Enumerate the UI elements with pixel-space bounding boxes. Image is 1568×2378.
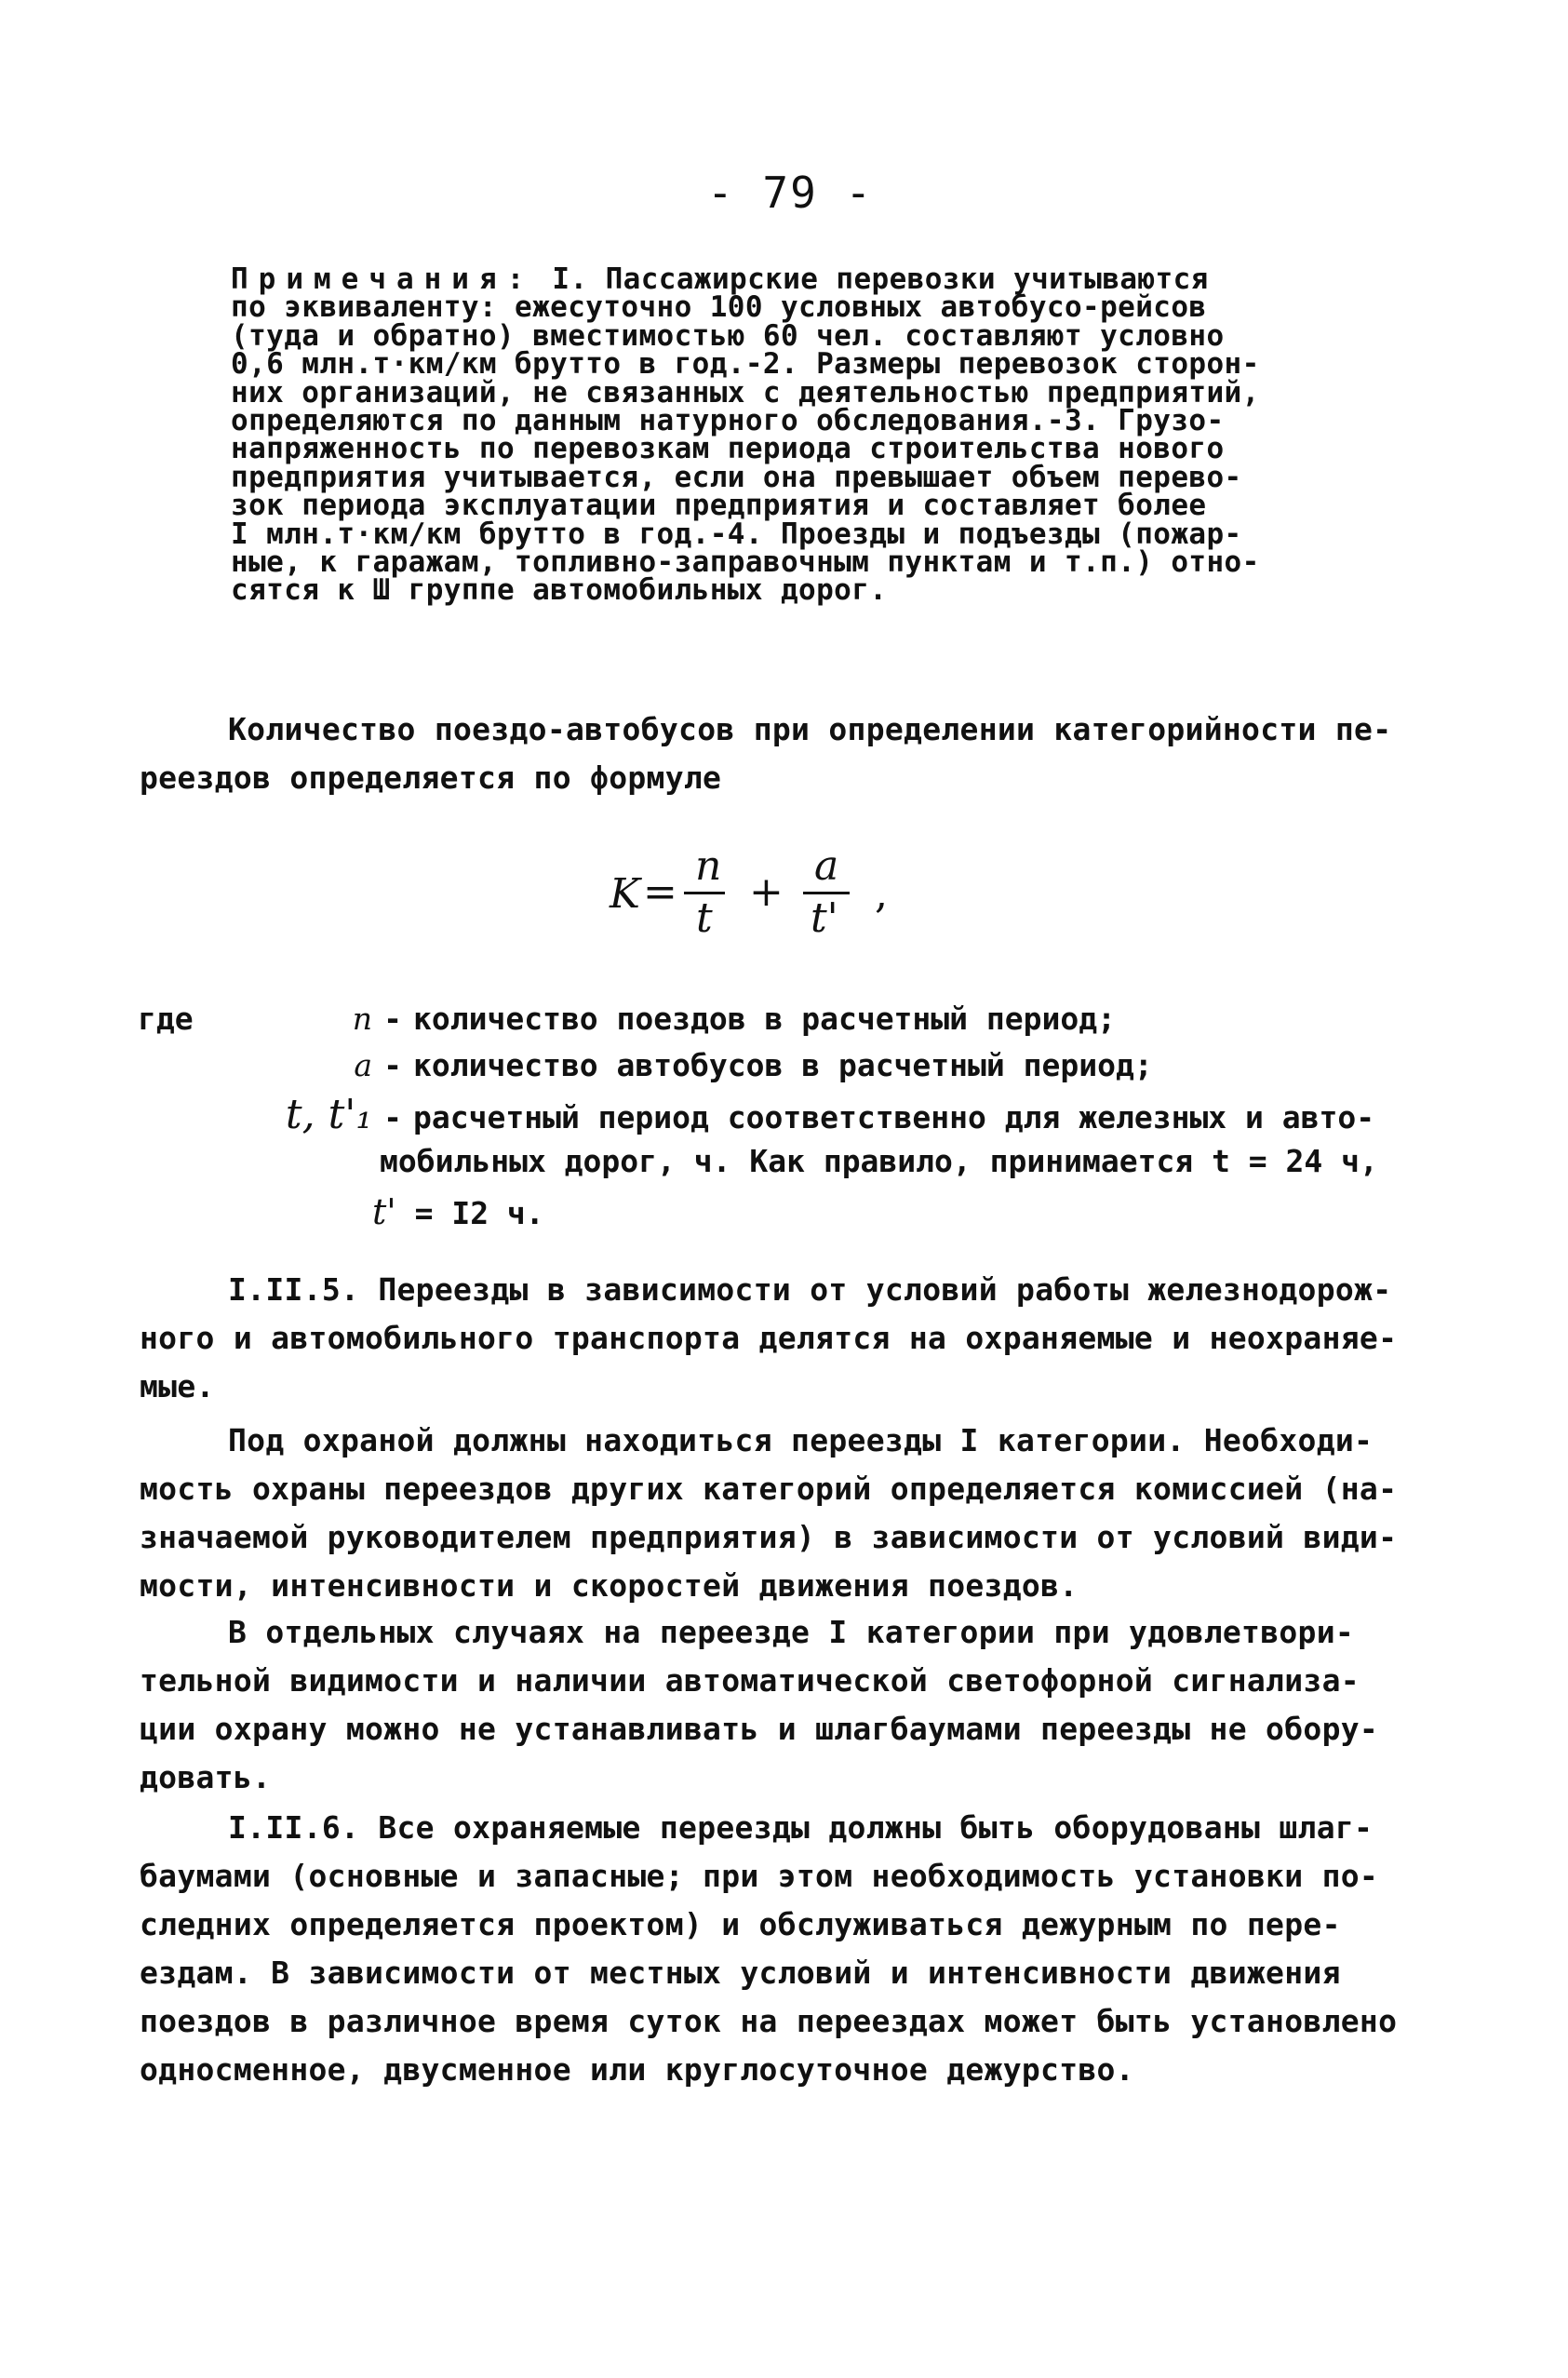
formula-plus: + <box>749 868 784 916</box>
legend-last-text: = I2 ч. <box>414 1195 544 1231</box>
note-line: них организаций, не связанных с деятельностью предприятий, <box>231 375 1260 410</box>
paragraph-line: В отдельных случаях на переезде I категории при удовлетвори- <box>228 1614 1355 1650</box>
note-line: І млн.т·км/км брутто в год.-4. Проезды и подъезды (пожар- <box>231 517 1242 551</box>
formula <box>610 842 945 954</box>
paragraph-line: довать. <box>140 1759 272 1795</box>
paragraph-line: I.II.5. Переезды в зависимости от условий работы железнодорож- <box>228 1271 1392 1308</box>
paragraph-line: баумами (основные и запасные; при этом необходимость установки по- <box>140 1858 1379 1894</box>
where-label: где <box>138 1001 194 1037</box>
note-line: по эквиваленту: ежесуточно 100 условных автобусо-рейсов <box>231 290 1207 325</box>
paragraph-line: Под охраной должны находиться переезды I категории. Необходи- <box>228 1422 1374 1458</box>
note-line: напряженность по перевозкам периода строительства нового <box>231 432 1225 466</box>
legend-symbol: n <box>352 1001 372 1037</box>
note-line: предприятия учитывается, если она превышает объем перево- <box>231 460 1242 494</box>
paragraph-line: реездов определяется по формуле <box>140 759 722 796</box>
legend-continuation-eq: t = 24 ч, <box>1212 1143 1378 1179</box>
paragraph-1-11-6 <box>140 1804 1475 2094</box>
note-text: І. Пассажирские перевозки учитываются <box>552 262 1209 296</box>
legend-last-symbol: t' <box>372 1191 396 1232</box>
paragraph-special-cases <box>140 1608 1475 1802</box>
legend-text: количество поездов в расчетный период; <box>413 1001 1116 1037</box>
legend-continuation-text: мобильных дорог, ч. Как правило, принимается <box>380 1143 1194 1179</box>
formula-numerator-a: a <box>814 842 839 890</box>
legend-dash: - <box>383 1099 402 1135</box>
paragraph-line: ездам. В зависимости от местных условий и интенсивности движения <box>140 1955 1341 1991</box>
paragraph-guard <box>140 1417 1475 1610</box>
paragraph-line: ного и автомобильного транспорта делятся на охраняемые и неохраняе- <box>140 1320 1398 1356</box>
legend-symbol: t, t'₁ <box>285 1091 372 1138</box>
legend-last-line <box>372 1191 544 1232</box>
intro-paragraph <box>140 705 1475 802</box>
paragraph-line: значаемой руководителем предприятия) в зависимости от условий види- <box>140 1519 1398 1555</box>
notes-block <box>231 262 1478 608</box>
legend-dash: - <box>383 1001 402 1037</box>
note-line: (туда и обратно) вместимостью 60 чел. составляют условно <box>231 318 1225 353</box>
note-line: сятся к Ш группе автомобильных дорог. <box>231 573 888 608</box>
note-line: 0,6 млн.т·км/км брутто в год.-2. Размеры перевозок сторон- <box>231 347 1260 382</box>
note-line: ные, к гаражам, топливно-заправочным пунктам и т.п.) отно- <box>231 545 1260 580</box>
formula-denominator-t-prime: t' <box>811 894 838 942</box>
legend-row-n <box>279 1001 1116 1037</box>
formula-comma: , <box>875 870 888 918</box>
page-number: - 79 - <box>707 168 874 218</box>
legend-dash: - <box>383 1047 402 1083</box>
legend-symbol: a <box>354 1047 372 1083</box>
paragraph-line: следних определяется проектом) и обслуживаться дежурным по пере- <box>140 1906 1341 1942</box>
paragraph-line: односменное, двусменное или круглосуточное дежурство. <box>140 2051 1134 2088</box>
formula-denominator-t: t <box>696 894 713 942</box>
note-line: зок периода эксплуатации предприятия и составляет более <box>231 489 1207 523</box>
legend-text: количество автобусов в расчетный период; <box>413 1047 1153 1083</box>
paragraph-line: поездов в различное время суток на переездах может быть установлено <box>140 2003 1398 2039</box>
formula-numerator-n: n <box>695 842 722 890</box>
paragraph-line: Количество поездо-автобусов при определении категорийности пе- <box>228 711 1392 747</box>
paragraph-line: I.II.6. Все охраняемые переезды должны быть оборудованы шлаг- <box>228 1809 1374 1846</box>
legend-row-a <box>279 1047 1153 1083</box>
paragraph-line: мость охраны переездов других категорий определяется комиссией (на- <box>140 1471 1398 1507</box>
formula-equals: = <box>643 868 677 916</box>
legend-row-t <box>279 1091 1374 1138</box>
note-line: определяются по данным натурного обследования.-3. Грузо- <box>231 404 1225 438</box>
paragraph-line: тельной видимости и наличии автоматической светофорной сигнализа- <box>140 1662 1360 1699</box>
formula-lhs: K <box>610 870 640 918</box>
notes-heading: Примечания: <box>231 262 535 296</box>
legend-continuation <box>380 1143 1378 1179</box>
note-line <box>231 262 1478 296</box>
legend-text: расчетный период соответственно для железных и авто- <box>413 1099 1375 1135</box>
paragraph-line: ции охрану можно не устанавливать и шлагбаумами переезды не обору- <box>140 1711 1379 1747</box>
paragraph-line: мости, интенсивности и скоростей движения поездов. <box>140 1567 1079 1604</box>
paragraph-line: мые. <box>140 1368 215 1404</box>
paragraph-1-11-5 <box>140 1266 1475 1411</box>
